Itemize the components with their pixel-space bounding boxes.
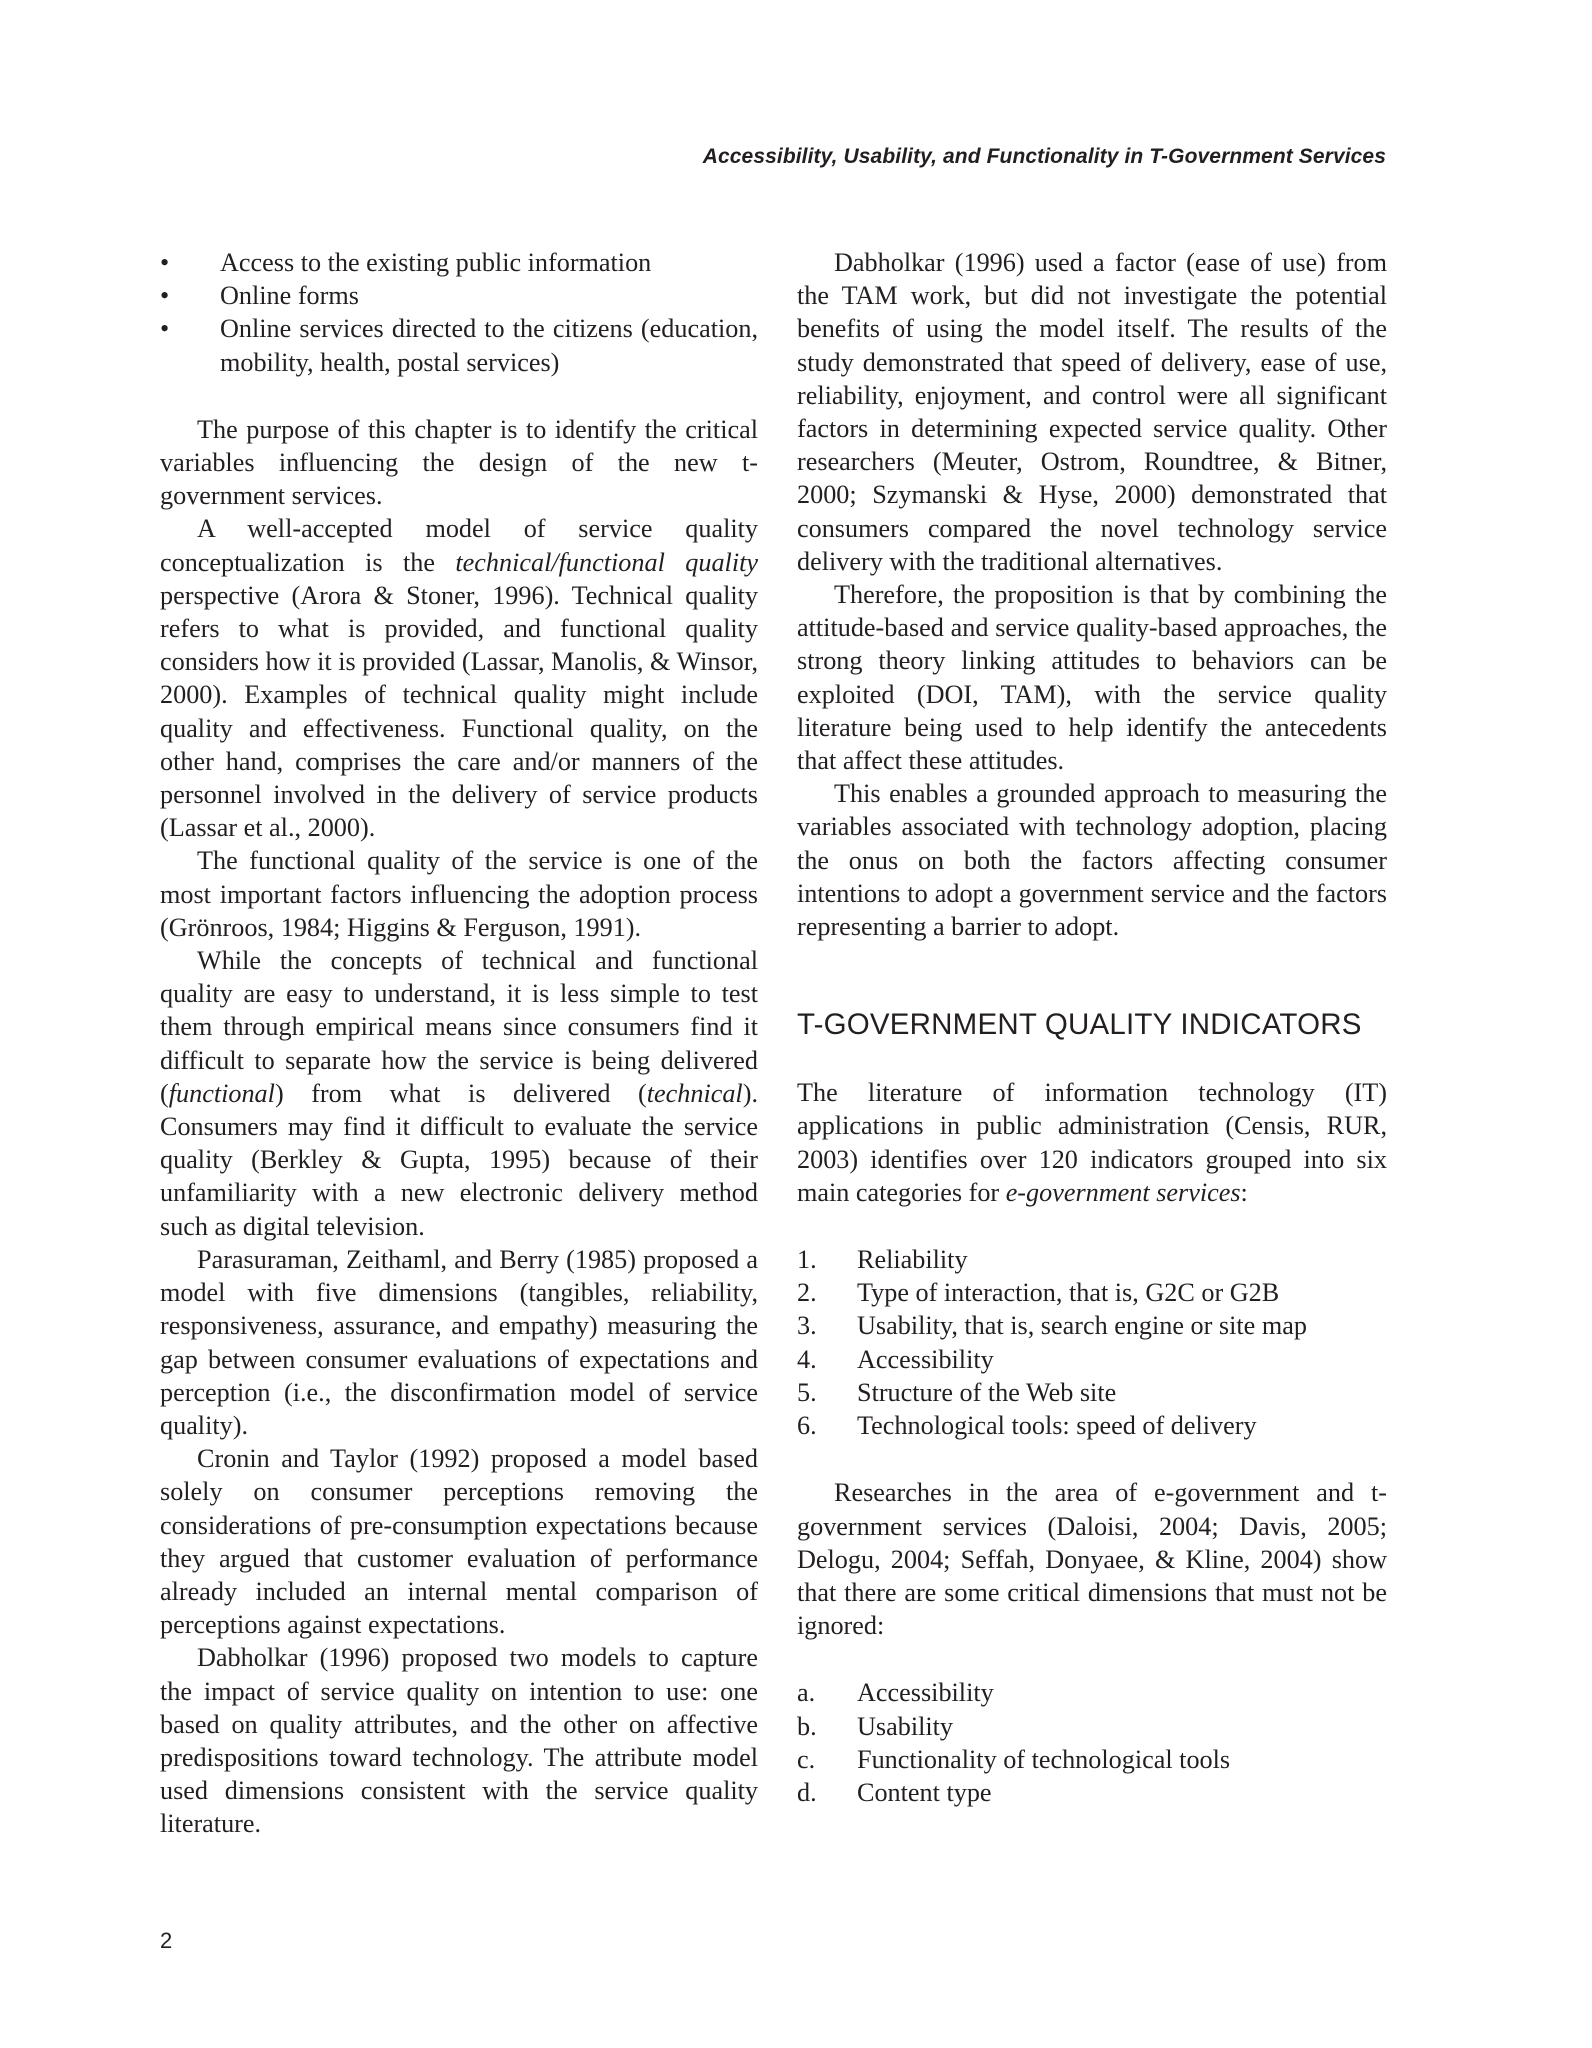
lettered-list <box>797 1676 1387 1809</box>
list-item: 2. Type of interaction, that is, G2C or G2B <box>797 1278 1280 1308</box>
list-item: a. Accessibility <box>797 1678 994 1708</box>
paragraph: Cronin and Taylor (1992) proposed a model based solely on consumer perceptions removing the considerations of pre-consumption expectations because they argued that customer evaluation of performance already included an internal mental comparison of perceptions against expectations. <box>160 1444 758 1640</box>
list-item: 4. Accessibility <box>797 1344 994 1374</box>
paragraph: Dabholkar (1996) proposed two models to capture the impact of service quality on intention to use: one based on quality attributes, and the other on affective predispositions toward technology. The attribute model used dimensions consistent with the service quality literature. <box>160 1643 758 1839</box>
bullet-item: • Access to the existing public information <box>160 246 758 279</box>
section-heading: T-GOVERNMENT QUALITY INDICATORS <box>797 1008 1362 1042</box>
list-item: 6. Technological tools: speed of delivery <box>797 1411 1257 1441</box>
paragraph: While the concepts of technical and functional quality are easy to understand, it is less simple to test them through empirical means since consumers find it difficult to separate how the service is being delivered (functional) from what is delivered (technical). Consumers may find it difficult to evaluate the service quality (Berkley & Gupta, 1995) because of their unfamiliarity with a new electronic delivery method such as digital television. <box>160 946 758 1241</box>
left-column <box>160 246 758 1841</box>
paragraph: This enables a grounded approach to measuring the variables associated with technology adoption, placing the onus on both the factors affecting consumer intentions to adopt a government service and the factors representing a barrier to adopt. <box>797 779 1387 942</box>
emphasis: e-government services <box>1005 1177 1241 1207</box>
list-item: c. Functionality of technological tools <box>797 1744 1231 1774</box>
paragraph: Therefore, the proposition is that by combining the attitude-based and service quality-based approaches, the strong theory linking attitudes to behaviors can be exploited (DOI, TAM), with the service quality literature being used to help identify the antecedents that affect these attitudes. <box>797 580 1387 776</box>
paragraph: Researches in the area of e-government and t-government services (Daloisi, 2004; Davis, 2005; Delogu, 2004; Seffah, Donyaee, & Kline, 2004) show that there are some critical dimensions that must not be ignored: <box>797 1478 1387 1641</box>
list-item: 5. Structure of the Web site <box>797 1377 1117 1407</box>
page-number: 2 <box>160 1928 173 1953</box>
paragraph: A well-accepted model of service quality conceptualization is the technical/functional quality perspective (Arora & Stoner, 1996). Technical quality refers to what is provided, and functional quality considers how it is provided (Lassar, Manolis, & Winsor, 2000). Examples of technical quality might include quality and effectiveness. Functional quality, on the other hand, comprises the care and/or manners of the personnel involved in the delivery of service products (Lassar et al., 2000). <box>160 514 759 843</box>
numbered-list <box>797 1243 1387 1442</box>
right-column <box>797 246 1387 1809</box>
list-item: 3. Usability, that is, search engine or site map <box>797 1311 1307 1341</box>
paragraph: The functional quality of the service is one of the most important factors influencing the adoption process (Grönroos, 1984; Higgins & Ferguson, 1991). <box>160 846 758 942</box>
paragraph: Dabholkar (1996) used a factor (ease of use) from the TAM work, but did not investigate the potential benefits of using the model itself. The results of the study demonstrated that speed of delivery, ease of use, reliability, enjoyment, and control were all significant factors in determining expected service quality. Other researchers (Meuter, Ostrom, Roundtree, & Bitner, 2000; Szymanski & Hyse, 2000) demonstrated that consumers compared the novel technology service delivery with the traditional alternatives. <box>797 248 1387 576</box>
running-head: Accessibility, Usability, and Functionality in T-Government Services <box>702 145 1386 168</box>
bullet-list <box>160 246 758 379</box>
list-item: d. Content type <box>797 1777 992 1807</box>
list-item: 1. Reliability <box>797 1245 968 1275</box>
bullet-item: • Online services directed to the citizens (education, mobility, health, postal services) <box>160 312 758 378</box>
emphasis: functional <box>168 1078 275 1108</box>
list-item: b. Usability <box>797 1711 954 1741</box>
paragraph: Parasuraman, Zeithaml, and Berry (1985) proposed a model with five dimensions (tangibles, reliability, responsiveness, assurance, and empathy) measuring the gap between consumer evaluations of expectations and perception (i.e., the disconfirmation model of service quality). <box>160 1244 758 1440</box>
paragraph: The purpose of this chapter is to identify the critical variables influencing the design of the new t-government services. <box>160 414 758 511</box>
bullet-item: • Online forms <box>160 279 758 312</box>
emphasis: technical <box>646 1078 743 1108</box>
paragraph: The literature of information technology (IT) applications in public administration (Censis, RUR, 2003) identifies over 120 indicators grouped into six main categories for e-government services: <box>797 1078 1387 1207</box>
emphasis: technical/functional quality <box>455 547 759 577</box>
